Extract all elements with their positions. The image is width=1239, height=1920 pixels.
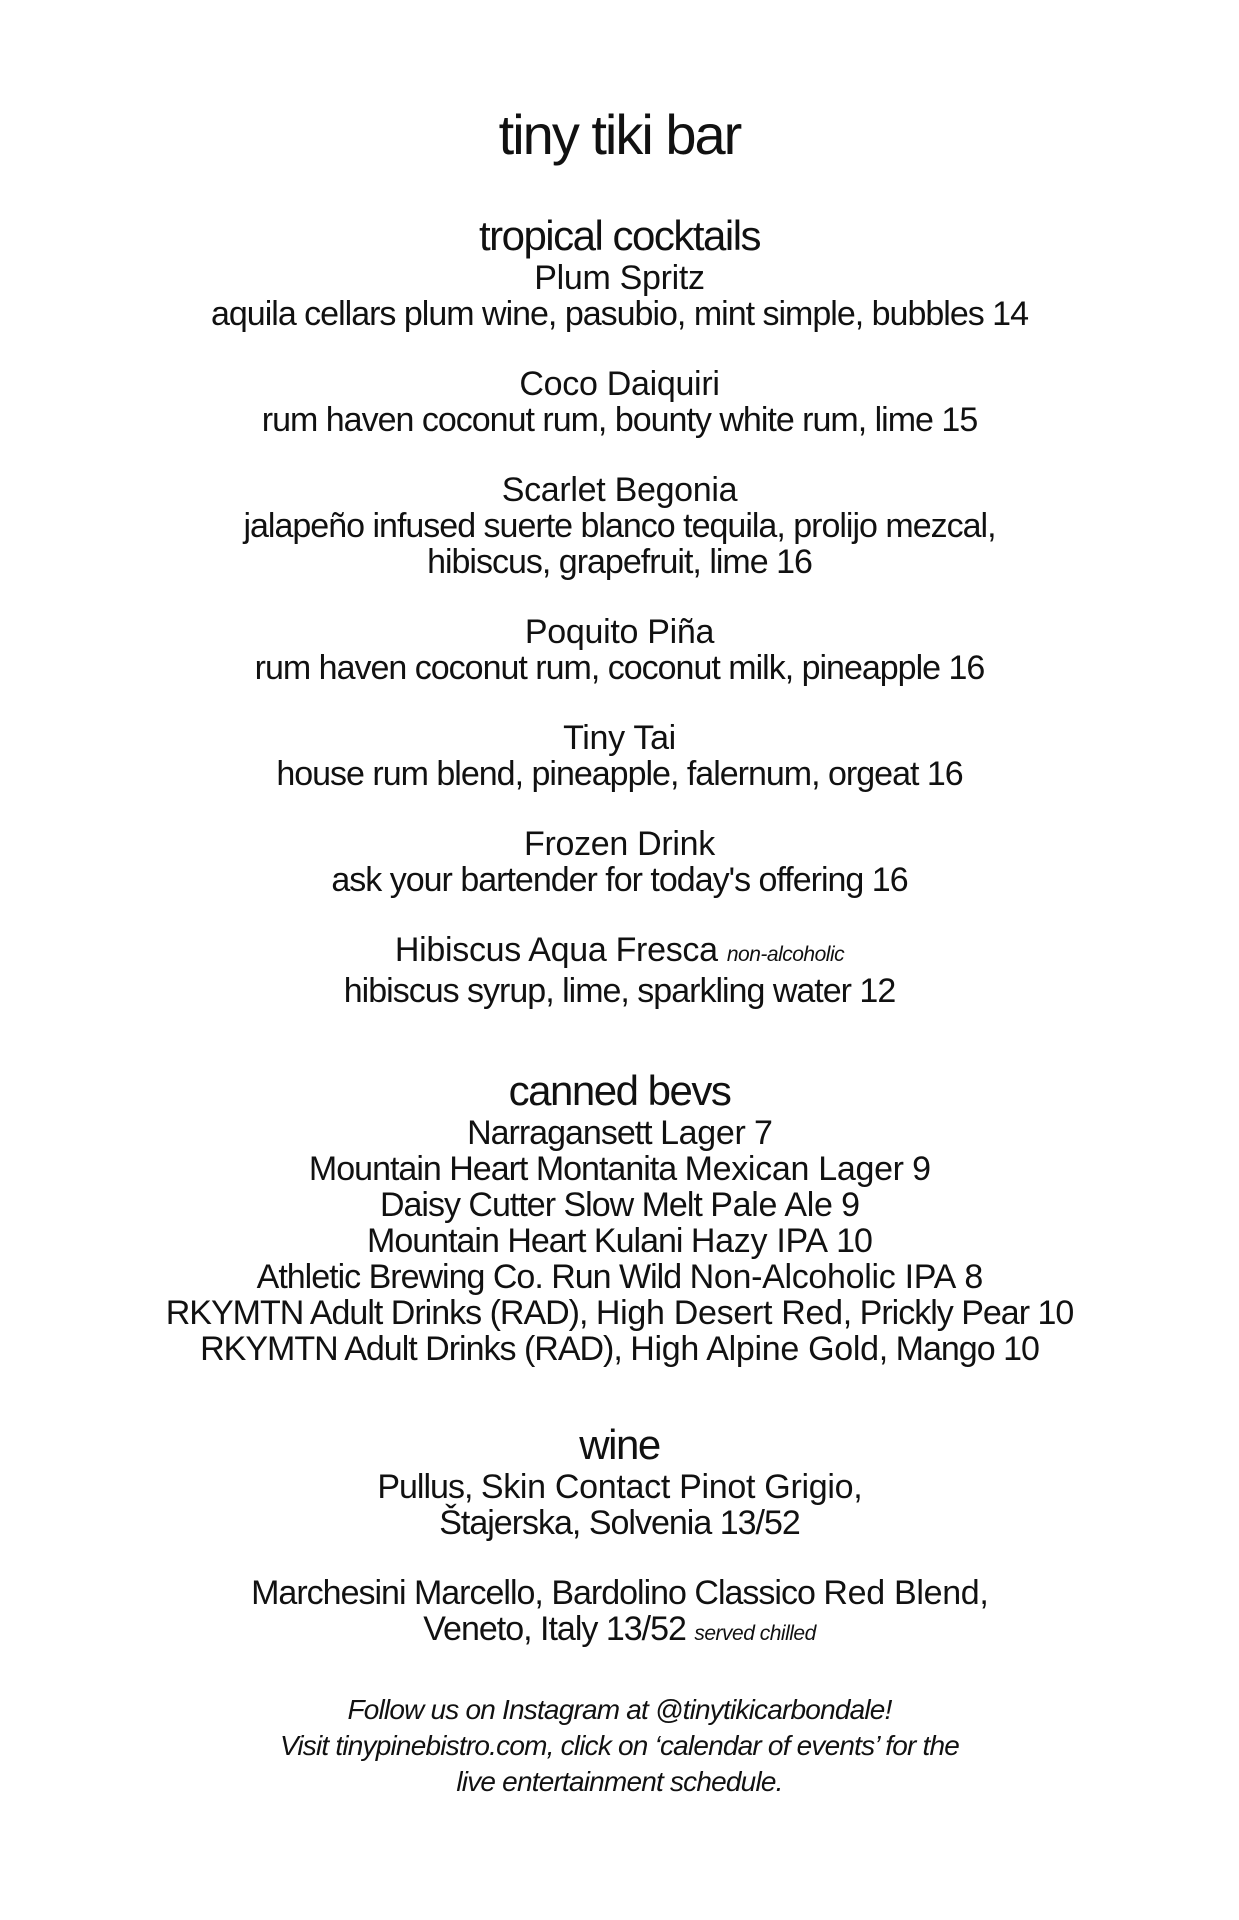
wine-item	[0, 1575, 1239, 1652]
bev-style: Mexican Lager	[684, 1150, 904, 1188]
wine-region-line	[0, 1505, 1239, 1541]
cocktail-description: rum haven coconut rum, coconut milk, pineapple 16	[254, 649, 985, 687]
wine-section	[0, 1421, 1239, 1652]
cocktail-item	[0, 366, 1239, 438]
cocktail-name: Coco Daiquiri	[519, 365, 720, 403]
cocktail-item	[0, 932, 1239, 1009]
cocktail-name: Poquito Piña	[524, 613, 715, 651]
cocktail-description: ask your bartender for today's offering 16	[331, 861, 908, 899]
cocktail-description: jalapeño infused suerte blanco tequila, prolijo mezcal,	[243, 507, 996, 545]
bev-style: High Desert Red	[595, 1294, 843, 1332]
canned-bev-item	[0, 1259, 1239, 1295]
cocktail-item	[0, 614, 1239, 686]
bev-producer: Narragansett	[467, 1114, 661, 1152]
cocktail-item	[0, 260, 1239, 332]
bev-price: 7	[745, 1114, 772, 1152]
bev-producer: Daisy Cutter Slow Melt	[379, 1186, 711, 1224]
cocktail-name: Scarlet Begonia	[501, 471, 738, 509]
wine-list	[0, 1469, 1239, 1652]
canned-bev-item	[0, 1151, 1239, 1187]
bev-producer: RKYMTN Adult Drinks (RAD),	[165, 1294, 596, 1332]
cocktail-name-line	[0, 614, 1239, 650]
cocktail-item	[0, 826, 1239, 898]
cocktail-item	[0, 720, 1239, 792]
wine-line	[0, 1469, 1239, 1505]
bev-price: 9	[903, 1150, 931, 1188]
wine-item	[0, 1469, 1239, 1541]
bev-style: Hazy IPA	[690, 1222, 828, 1260]
bev-producer: Mountain Heart Kulani	[367, 1222, 691, 1260]
wine-region: Veneto, Italy 13/52	[423, 1610, 686, 1648]
wine-region-line	[0, 1611, 1239, 1652]
bev-price: 10	[827, 1222, 872, 1260]
wine-region: Štajerska, Solvenia 13/52	[439, 1504, 800, 1542]
bev-producer: RKYMTN Adult Drinks (RAD),	[200, 1330, 631, 1368]
cocktail-name: Plum Spritz	[534, 259, 705, 297]
wine-varietal: Red Blend	[823, 1574, 980, 1612]
wine-heading: wine	[579, 1421, 660, 1468]
canned-bev-item	[0, 1187, 1239, 1223]
menu-title: tiny tiki bar	[498, 103, 741, 166]
cocktails-heading: tropical cocktails	[478, 212, 761, 259]
bev-producer: Athletic Brewing Co. Run Wild	[256, 1258, 690, 1296]
canned-bev-item	[0, 1115, 1239, 1151]
cocktail-name-line	[0, 260, 1239, 296]
bev-price: 9	[832, 1186, 860, 1224]
cocktail-name: Tiny Tai	[563, 719, 676, 757]
canned-bev-item	[0, 1331, 1239, 1367]
cocktail-item	[0, 472, 1239, 580]
bev-price: , Mango 10	[878, 1330, 1039, 1368]
cocktail-note: non-alcoholic	[726, 943, 845, 966]
footer-line: live entertainment schedule.	[456, 1766, 783, 1797]
canned-bevs-heading: canned bevs	[508, 1067, 731, 1114]
cocktail-name: Frozen Drink	[523, 825, 715, 863]
cocktail-description: rum haven coconut rum, bounty white rum, lime 15	[261, 401, 978, 439]
wine-note: served chilled	[694, 1622, 816, 1645]
cocktail-description: aquila cellars plum wine, pasubio, mint simple, bubbles 14	[210, 295, 1029, 333]
canned-bev-item	[0, 1223, 1239, 1259]
cocktail-name-line	[0, 932, 1239, 973]
bev-producer: Mountain Heart Montanita	[308, 1150, 685, 1188]
cocktail-description: hibiscus, grapefruit, lime 16	[427, 543, 812, 581]
canned-bev-item	[0, 1295, 1239, 1331]
cocktails-section	[0, 212, 1239, 1009]
cocktail-list	[0, 260, 1239, 1009]
footer-note	[0, 1692, 1239, 1800]
bev-style: Non-Alcoholic IPA	[689, 1258, 956, 1296]
footer-line: Visit tinypinebistro.com, click on ‘calendar of events’ for the	[280, 1730, 959, 1761]
canned-bevs-list	[0, 1115, 1239, 1367]
bev-style: Lager	[660, 1114, 746, 1152]
cocktail-description: hibiscus syrup, lime, sparkling water 12	[343, 972, 896, 1010]
wine-varietal: Skin Contact Pinot Grigio	[480, 1468, 854, 1506]
bev-style: Pale Ale	[710, 1186, 833, 1224]
wine-punct: ,	[979, 1574, 988, 1612]
wine-producer: Marchesini Marcello, Bardolino Classico	[251, 1574, 824, 1612]
cocktail-name-line	[0, 720, 1239, 756]
bev-style: High Alpine Gold	[630, 1330, 879, 1368]
cocktail-name-line	[0, 826, 1239, 862]
cocktail-name-line	[0, 472, 1239, 508]
bev-price: 8	[955, 1258, 983, 1296]
cocktail-name-line	[0, 366, 1239, 402]
canned-bevs-section	[0, 1067, 1239, 1367]
wine-producer: Pullus,	[377, 1468, 481, 1506]
bev-price: , Prickly Pear 10	[842, 1294, 1074, 1332]
wine-punct: ,	[853, 1468, 862, 1506]
footer-line: Follow us on Instagram at @tinytikicarbondale!	[347, 1694, 892, 1725]
cocktail-description: house rum blend, pineapple, falernum, orgeat 16	[276, 755, 963, 793]
wine-line	[0, 1575, 1239, 1611]
cocktail-name: Hibiscus Aqua Fresca	[394, 931, 718, 969]
